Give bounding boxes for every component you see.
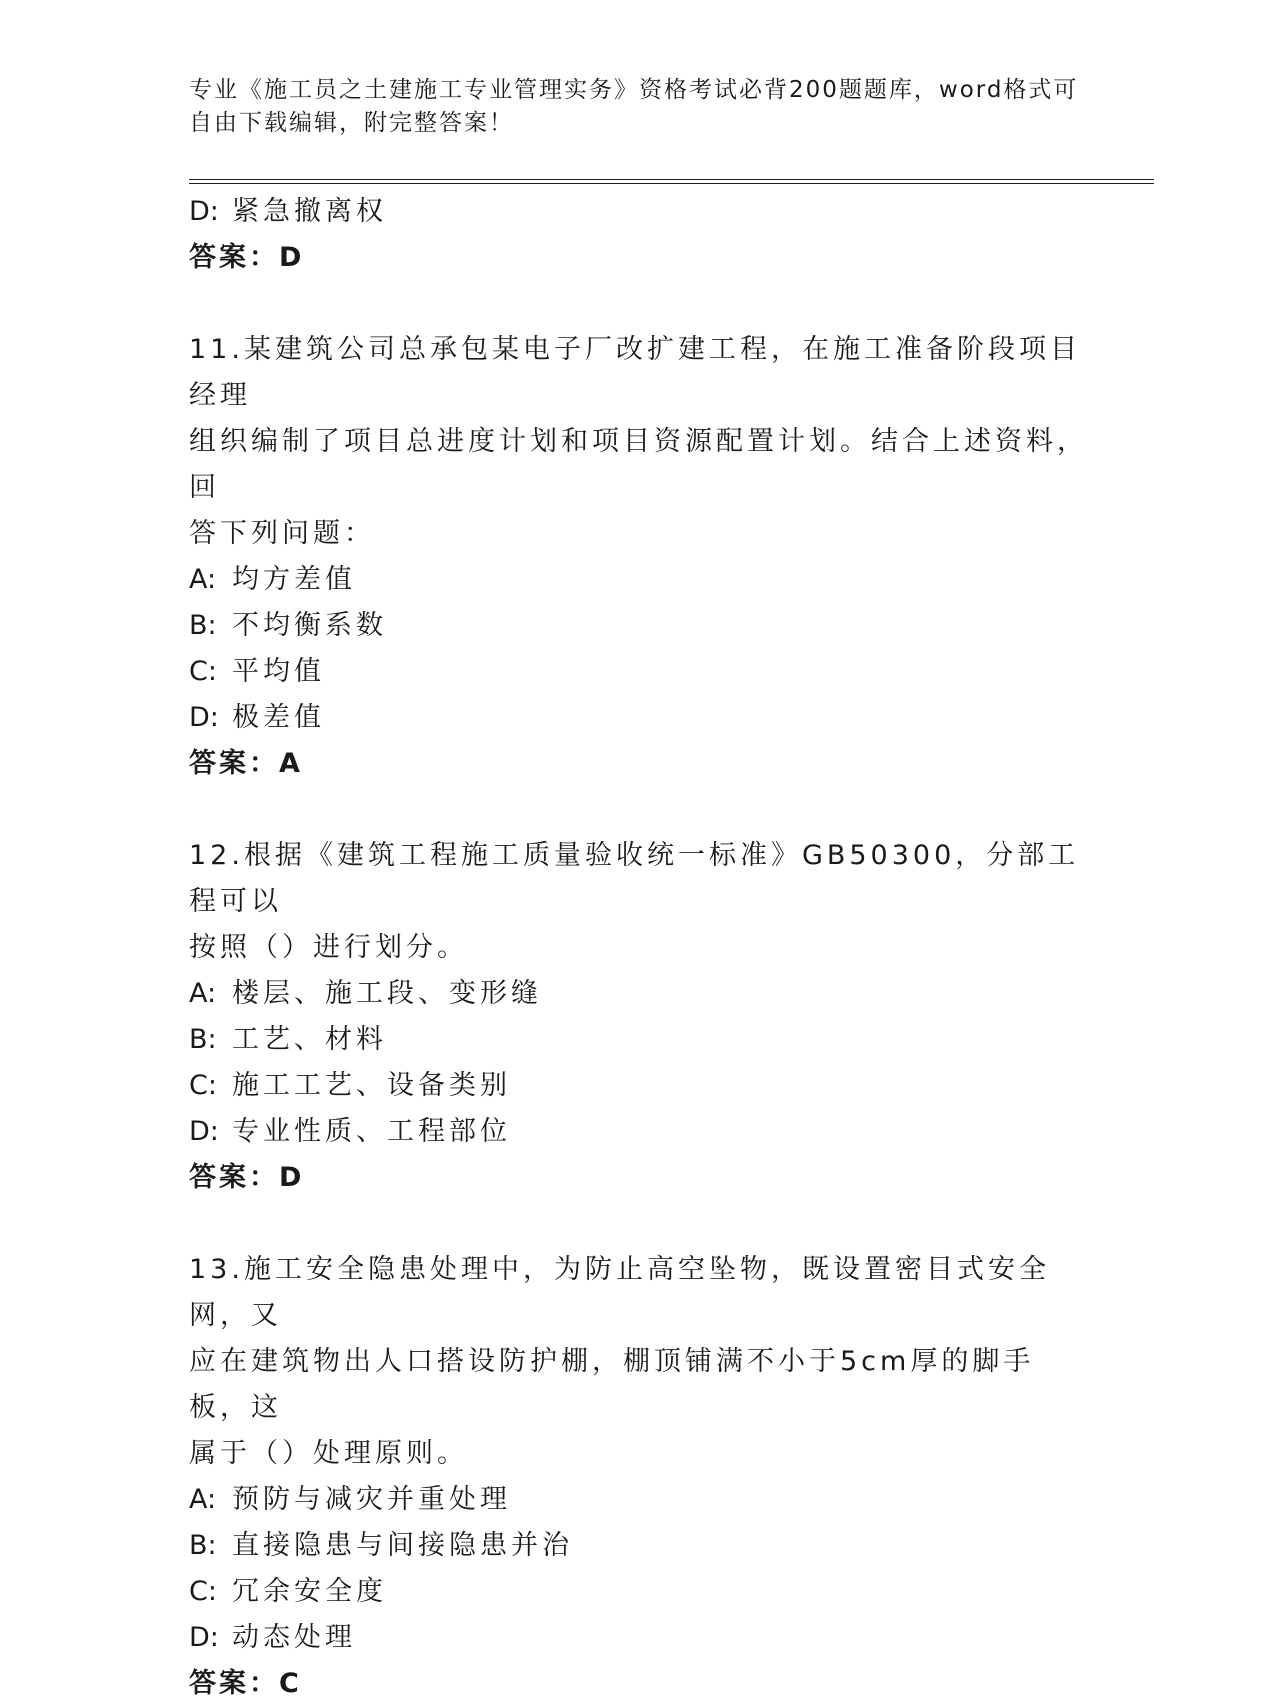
option-text: 冗余安全度 xyxy=(232,1576,387,1607)
option-letter: A: xyxy=(189,564,217,595)
header-line-1: 专业《施工员之土建施工专业管理实务》资格考试必背200题题库，word格式可 xyxy=(189,77,1079,103)
option-text: 极差值 xyxy=(232,702,325,733)
spacer xyxy=(189,787,1089,833)
option-c xyxy=(189,1569,1089,1615)
header-divider-top xyxy=(189,179,1154,180)
header-line-2: 自由下载编辑，附完整答案！ xyxy=(189,110,514,136)
option-b xyxy=(189,1017,1089,1063)
question-stem-line: 属于（）处理原则。 xyxy=(189,1438,468,1469)
option-letter: C: xyxy=(189,656,217,687)
carryover-option-d xyxy=(189,189,1089,235)
question-stem-line: 组织编制了项目总进度计划和项目资源配置计划。结合上述资料，回 xyxy=(189,426,1088,503)
option-text: 工艺、材料 xyxy=(232,1024,387,1055)
option-letter: A: xyxy=(189,1484,217,1515)
question-stem-line: 按照（）进行划分。 xyxy=(189,932,468,963)
option-text: 预防与减灾并重处理 xyxy=(232,1484,511,1515)
question-list xyxy=(189,189,1089,1707)
option-d xyxy=(189,1615,1089,1661)
option-d xyxy=(189,1109,1089,1155)
option-d xyxy=(189,695,1089,741)
answer-line: 答案：A xyxy=(189,748,303,779)
option-text: 紧急撤离权 xyxy=(232,196,387,227)
spacer xyxy=(189,281,1089,327)
option-letter: C: xyxy=(189,1576,217,1607)
option-b xyxy=(189,603,1089,649)
option-text: 动态处理 xyxy=(232,1622,356,1653)
option-letter: B: xyxy=(189,1024,217,1055)
question-12 xyxy=(189,833,1089,1201)
option-letter: D: xyxy=(189,1622,219,1653)
option-text: 专业性质、工程部位 xyxy=(232,1116,511,1147)
question-stem-line: 答下列问题： xyxy=(189,518,375,549)
option-c xyxy=(189,649,1089,695)
answer-line: 答案：D xyxy=(189,1162,305,1193)
question-stem-line: 12.根据《建筑工程施工质量验收统一标准》GB50300，分部工程可以 xyxy=(189,840,1080,917)
option-letter: D: xyxy=(189,1116,219,1147)
option-text: 均方差值 xyxy=(232,564,356,595)
question-13 xyxy=(189,1247,1089,1707)
document-header xyxy=(189,74,1089,140)
option-letter: C: xyxy=(189,1070,217,1101)
spacer xyxy=(189,1201,1089,1247)
option-text: 直接隐患与间接隐患并治 xyxy=(232,1530,573,1561)
option-b xyxy=(189,1523,1089,1569)
option-text: 楼层、施工段、变形缝 xyxy=(232,978,542,1009)
option-text: 施工工艺、设备类别 xyxy=(232,1070,511,1101)
question-stem-line: 13.施工安全隐患处理中，为防止高空坠物，既设置密目式安全网，又 xyxy=(189,1254,1050,1331)
option-c xyxy=(189,1063,1089,1109)
option-text: 平均值 xyxy=(232,656,325,687)
answer-line: 答案：C xyxy=(189,1668,302,1699)
option-letter: B: xyxy=(189,610,217,641)
option-letter: D: xyxy=(189,702,219,733)
option-letter: B: xyxy=(189,1530,217,1561)
question-stem-line: 应在建筑物出人口搭设防护棚，棚顶铺满不小于5cm厚的脚手板，这 xyxy=(189,1346,1035,1423)
option-letter: A: xyxy=(189,978,217,1009)
question-11 xyxy=(189,327,1089,787)
option-a xyxy=(189,1477,1089,1523)
option-a xyxy=(189,971,1089,1017)
option-letter: D: xyxy=(189,196,219,227)
question-stem-line: 11.某建筑公司总承包某电子厂改扩建工程，在施工准备阶段项目经理 xyxy=(189,334,1081,411)
carryover-answer: 答案：D xyxy=(189,242,305,273)
option-text: 不均衡系数 xyxy=(232,610,387,641)
header-divider-bottom xyxy=(189,183,1154,184)
option-a xyxy=(189,557,1089,603)
